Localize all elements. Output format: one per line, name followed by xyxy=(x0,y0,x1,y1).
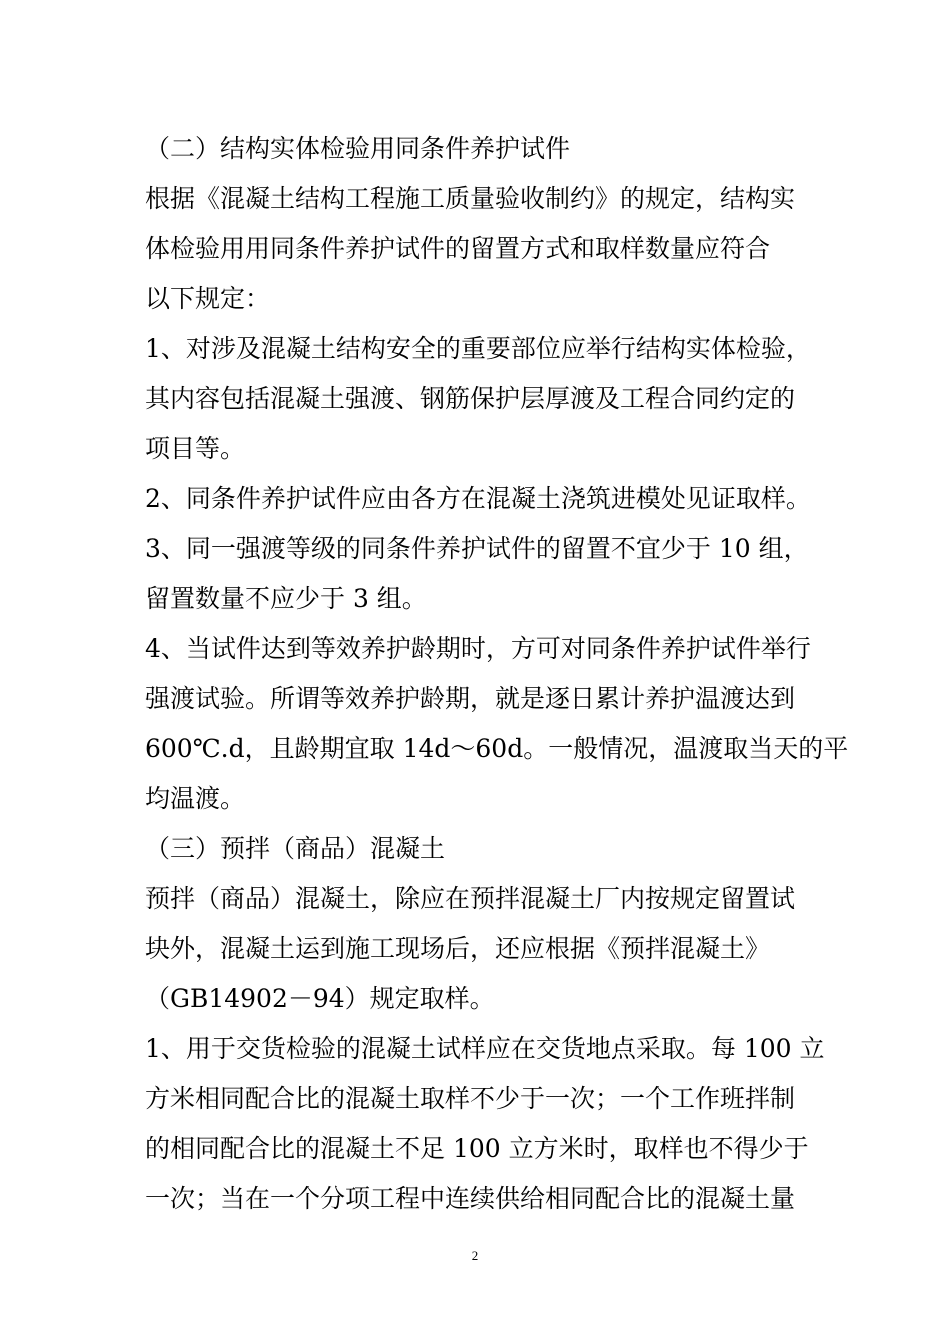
paragraph-line: 均温渡。 xyxy=(145,784,246,813)
paragraph-line: 强渡试验。所谓等效养护龄期，就是逐日累计养护温渡达到 xyxy=(145,684,796,713)
list-item-line: 3、同一强渡等级的同条件养护试件的留置不宜少于 10 组， xyxy=(145,534,809,563)
paragraph-line: 其内容包括混凝土强渡、钢筋保护层厚渡及工程合同约定的 xyxy=(145,384,796,413)
paragraph-line: 的相同配合比的混凝土不足 100 立方米时，取样也不得少于 xyxy=(145,1134,809,1163)
paragraph-line: 以下规定： xyxy=(145,284,271,313)
paragraph-line: 体检验用用同条件养护试件的留置方式和取样数量应符合 xyxy=(145,234,771,263)
paragraph-line: 根据《混凝土结构工程施工质量验收制约》的规定，结构实 xyxy=(145,184,796,213)
document-body xyxy=(145,124,849,1224)
section-heading: （二）结构实体检验用同条件养护试件 xyxy=(145,134,571,163)
list-item-line: 1、对涉及混凝土结构安全的重要部位应举行结构实体检验， xyxy=(145,334,811,363)
paragraph-line: 留置数量不应少于 3 组。 xyxy=(145,584,427,613)
paragraph-line: 块外，混凝土运到施工现场后，还应根据《预拌混凝土》 xyxy=(145,934,771,963)
paragraph-line: 方米相同配合比的混凝土取样不少于一次；一个工作班拌制 xyxy=(145,1084,796,1113)
paragraph-line: 预拌（商品）混凝土，除应在预拌混凝土厂内按规定留置试 xyxy=(145,884,796,913)
list-item-line: 1、用于交货检验的混凝土试样应在交货地点采取。每 100 立 xyxy=(145,1034,825,1063)
paragraph-line: （GB14902－94）规定取样。 xyxy=(145,984,495,1013)
list-item-line: 4、当试件达到等效养护龄期时，方可对同条件养护试件举行 xyxy=(145,634,811,663)
section-heading: （三）预拌（商品）混凝土 xyxy=(145,834,446,863)
page-number: 2 xyxy=(471,1248,479,1263)
list-item-line: 2、同条件养护试件应由各方在混凝土浇筑进模处见证取样。 xyxy=(145,484,811,513)
paragraph-line: 项目等。 xyxy=(145,434,246,463)
paragraph-line: 600℃.d，且龄期宜取 14d～60d。一般情况，温渡取当天的平 xyxy=(145,734,849,763)
paragraph-line: 一次；当在一个分项工程中连续供给相同配合比的混凝土量 xyxy=(145,1184,796,1213)
